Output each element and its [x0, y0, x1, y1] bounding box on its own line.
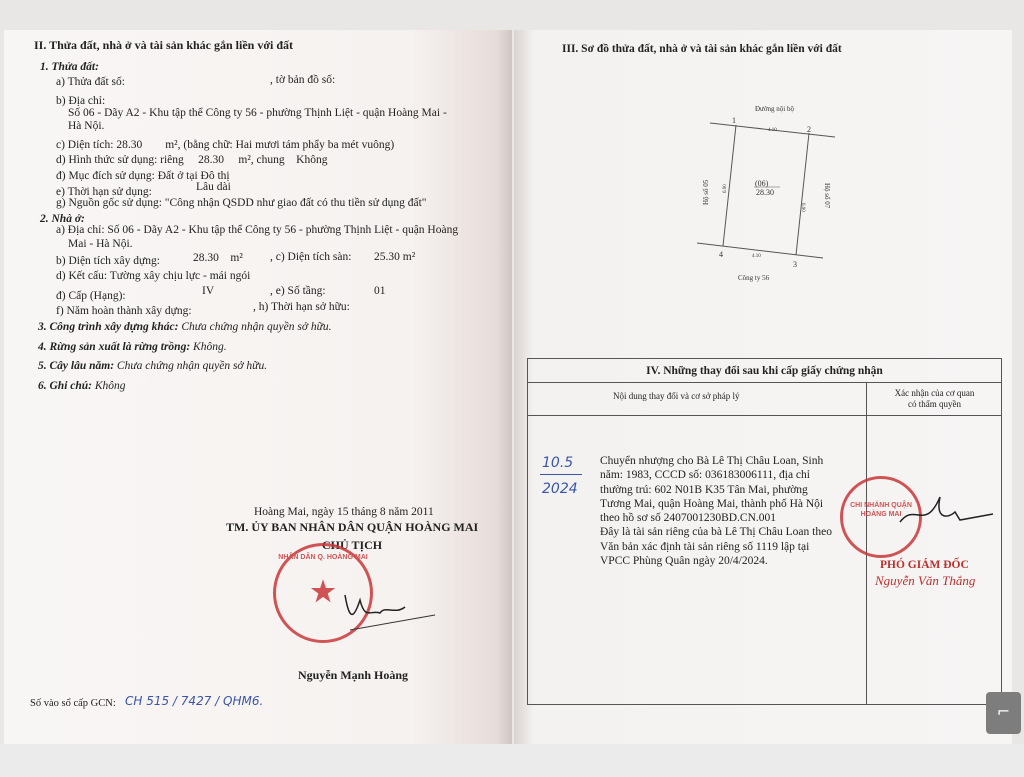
- table-title: IV. Những thay đổi sau khi cấp giấy chứng nhận: [528, 359, 1001, 383]
- structure: d) Kết cấu: Tường xây chịu lực - mái ngói: [56, 270, 251, 282]
- svg-text:4.10: 4.10: [752, 254, 761, 259]
- floor-area: 25.30 m²: [374, 251, 416, 263]
- svg-text:3: 3: [793, 260, 797, 269]
- floors: 01: [374, 285, 386, 297]
- signature: [340, 585, 440, 635]
- section-heading: II. Thửa đất, nhà ở và tài sản khác gắn liền với đất: [34, 38, 294, 52]
- change-date-day: 10.5: [542, 455, 574, 471]
- svg-text:(06): (06): [755, 179, 769, 188]
- address-line: Số 06 - Dãy A2 - Khu tập thể Công ty 56 - phường Thịnh Liệt - quận Hoàng Mai -: [68, 107, 447, 119]
- ownership-term: , h) Thời hạn sở hữu:: [253, 301, 350, 313]
- svg-text:28.30: 28.30: [756, 188, 774, 197]
- subheading-land: 1. Thửa đất:: [40, 61, 99, 73]
- parcel-diagram: [680, 95, 860, 290]
- usage-origin: g) Nguồn gốc sử dụng: "Công nhận QSDD như giao đất có thu tiền sử dụng đất": [56, 197, 427, 209]
- diagram-heading: III. Sơ đồ thửa đất, nhà ở và tài sản khác gắn liền với đất: [562, 43, 842, 55]
- house-address: Mai - Hà Nội.: [68, 238, 133, 250]
- grade-label: đ) Cấp (Hạng):: [56, 290, 126, 302]
- usage-purpose: đ) Mục đích sử dụng: Đất ở tại Đô thị: [56, 170, 230, 182]
- address-line: Hà Nội.: [68, 120, 105, 132]
- perennial-label: 5. Cây lâu năm:: [38, 360, 115, 372]
- background-strip: [0, 744, 1024, 777]
- perennial-value: Chưa chứng nhận quyền sở hữu.: [116, 360, 268, 372]
- registration-number: CH 515 / 7427 / QHM6.: [125, 694, 264, 708]
- usage-term: Lâu dài: [196, 181, 231, 193]
- floor-area-label: , c) Diện tích sàn:: [270, 251, 352, 263]
- subheading-house: 2. Nhà ở:: [40, 213, 85, 225]
- column-header-content: Nội dung thay đổi và cơ sở pháp lý: [613, 391, 740, 401]
- issue-date: Hoàng Mai, ngày 15 tháng 8 năm 2011: [254, 506, 434, 518]
- note-label: 6. Ghi chú:: [38, 380, 92, 392]
- note-value: Không: [94, 380, 126, 392]
- svg-text:Hộ số 05: Hộ số 05: [702, 179, 710, 205]
- svg-text:Công ty 56: Công ty 56: [738, 274, 770, 282]
- forest-label: 4. Rừng sản xuất là rừng trồng:: [38, 341, 191, 353]
- map-sheet: , tờ bản đồ số:: [270, 74, 336, 86]
- svg-text:1: 1: [732, 116, 736, 125]
- build-area: 28.30 m²: [193, 252, 243, 264]
- svg-text:6.90: 6.90: [800, 203, 805, 212]
- signer-name: Nguyễn Mạnh Hoàng: [298, 668, 409, 682]
- parcel-number: a) Thửa đất số:: [56, 76, 125, 88]
- column-header-confirm: Xác nhận của cơ quan có thẩm quyền: [894, 388, 975, 409]
- official-seal: NHÂN DÂN Q. HOÀNG MAI ★: [273, 543, 373, 643]
- address-label: b) Địa chỉ:: [56, 95, 106, 107]
- svg-text:Hộ số 07: Hộ số 07: [823, 183, 831, 209]
- forest-value: Không.: [193, 341, 227, 353]
- area: c) Diện tích: 28.30 m², (bằng chữ: Hai mươi tám phẩy ba mét vuông): [56, 139, 395, 151]
- road-label: Đường nội bộ: [755, 105, 794, 113]
- floors-label: , e) Số tầng:: [270, 285, 326, 297]
- house-address: a) Địa chỉ: Số 06 - Dãy A2 - Khu tập thể Công ty 56 - phường Thịnh Liệt - quận Hoàng: [56, 224, 459, 236]
- grade: IV: [202, 285, 215, 297]
- issuing-org: TM. ỦY BAN NHÂN DÂN QUẬN HOÀNG MAI: [226, 520, 479, 534]
- expand-icon[interactable]: ⌐: [986, 692, 1021, 734]
- branch-seal: CHI NHÁNH QUẬN HOÀNG MAI: [840, 476, 922, 558]
- other-works-value: Chưa chứng nhận quyền sở hữu.: [181, 321, 332, 333]
- signer-title: CHỦ TỊCH: [322, 538, 383, 552]
- usage-form: d) Hình thức sử dụng: riêng 28.30 m², chung Không: [56, 154, 328, 166]
- confirm-signer: Nguyễn Văn Thắng: [875, 573, 976, 588]
- svg-text:4: 4: [719, 250, 723, 259]
- other-works-label: 3. Công trình xây dựng khác:: [38, 321, 179, 333]
- usage-term-label: e) Thời hạn sử dụng:: [56, 186, 152, 198]
- signature: [895, 492, 995, 542]
- change-date-year: 2024: [542, 481, 578, 497]
- svg-text:4.10: 4.10: [768, 128, 777, 133]
- build-area-label: b) Diện tích xây dựng:: [56, 255, 160, 267]
- registration-label: Số vào sổ cấp GCN:: [30, 698, 116, 709]
- change-content: Chuyển nhượng cho Bà Lê Thị Châu Loan, Sinh năm: 1983, CCCD số: 036183006111, địa chỉ thường trú: 602 N01B K35 Tân Mai, phường Tương Mai, quận Hoàng Mai, thành phố Hà Nội theo hồ sơ số 2407001230BD.CN.001 Đây là tài sản riêng của bà Lê Thị Châu Loan theo Văn bản xác định tài sản riêng số 1119 lập tại VPCC Phùng Quân ngày 20/4/2024.: [600, 455, 832, 568]
- completion-year: f) Năm hoàn thành xây dựng:: [56, 305, 192, 317]
- confirm-role: PHÓ GIÁM ĐỐC: [880, 559, 969, 571]
- svg-text:6.90: 6.90: [723, 184, 728, 193]
- svg-text:2: 2: [807, 125, 811, 134]
